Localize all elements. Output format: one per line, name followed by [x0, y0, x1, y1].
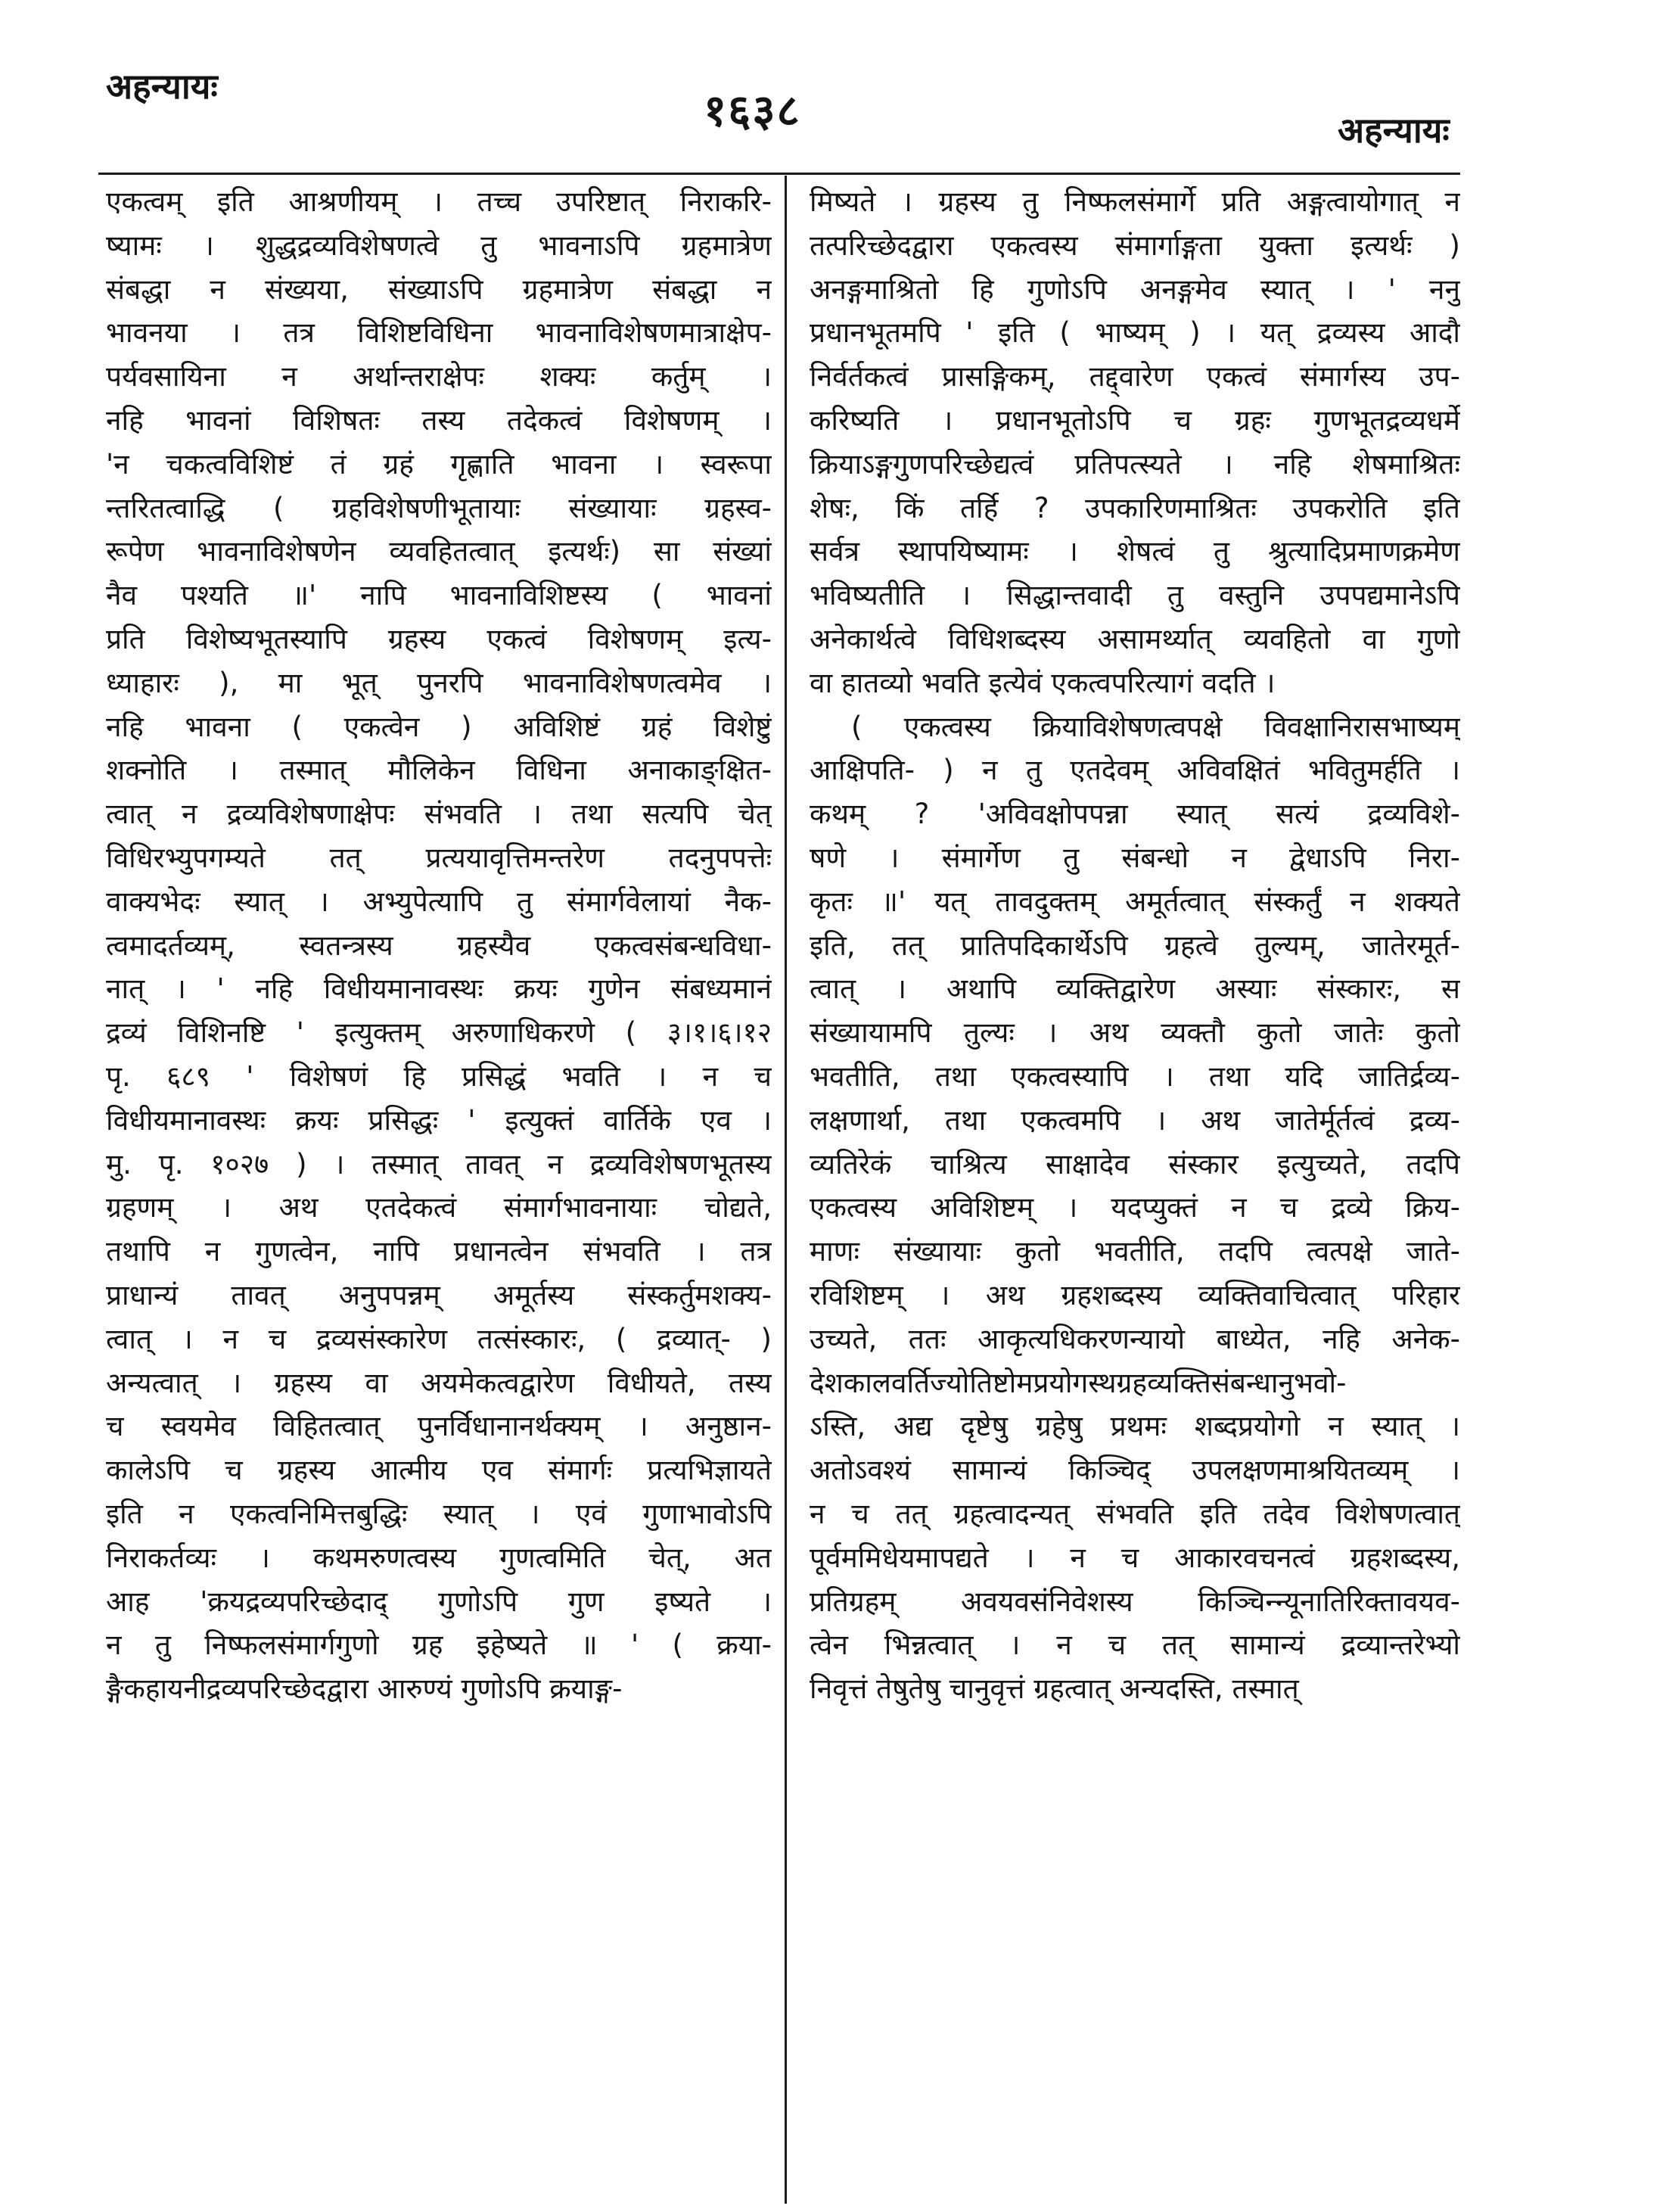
column-divider: [785, 176, 787, 2204]
text-line: 'न चकत्वविशिष्टं तं ग्रहं गृह्णाति भावना । स्वरूपा: [106, 447, 772, 481]
text-line: लक्षणार्था, तथा एकत्वमपि । अथ जातेर्मूर्तत्वं द्रव्य-: [810, 1103, 1460, 1137]
text-line: भावनया । तत्र विशिष्टविधिना भावनाविशेषणमात्राक्षेप-: [106, 316, 772, 350]
text-line: षणे । संमार्गेण तु संबन्धो न द्वेधाऽपि निरा-: [810, 841, 1460, 874]
right-column: [810, 180, 1460, 1711]
text-line: तत्परिच्छेदद्वारा एकत्वस्य संमार्गाङ्गता युक्ता इत्यर्थः ): [810, 229, 1460, 262]
text-line: व्यतिरेकं चाश्रित्य साक्षादेव संस्कार इत्युच्यते, तदपि: [810, 1147, 1460, 1181]
text-line: कालेऽपि च ग्रहस्य आत्मीय एव संमार्गः प्रत्यभिज्ञायते: [106, 1454, 772, 1487]
text-line: न तु निष्फलसंमार्गगुणो ग्रह इहेष्यते ॥ ' ( क्रया-: [106, 1629, 772, 1662]
page-number: १६३८: [704, 85, 801, 136]
running-title-right: अहन्यायः: [1338, 110, 1450, 151]
text-line: त्वात् न द्रव्यविशेषणाक्षेपः संभवति । तथा सत्यपि चेत्: [106, 798, 772, 831]
text-line: देशकालवर्तिज्योतिष्टोमप्रयोगस्थग्रहव्यक्तिसंबन्धानुभवो-: [810, 1366, 1347, 1399]
text-line: नैव पश्यति ॥' नापि भावनाविशिष्टस्य ( भावनां: [106, 579, 772, 612]
text-line: रूपेण भावनाविशेषणेन व्यवहितत्वात् इत्यर्थः) सा संख्यां: [106, 535, 772, 568]
text-line: इति न एकत्वनिमित्तबुद्धिः स्यात् । एवं गुणाभावोऽपि: [106, 1497, 772, 1530]
text-line: प्रतिग्रहम् अवयवसंनिवेशस्य किञ्चिन्न्यूनातिरिक्तावयव-: [810, 1585, 1460, 1618]
text-line: द्रव्यं विशिनष्टि ' इत्युक्तम् अरुणाधिकरणे ( ३।१।६।१२: [106, 1016, 772, 1050]
text-line: मिष्यते । ग्रहस्य तु निष्फलसंमार्गे प्रति अङ्गत्वायोगात् न: [810, 185, 1460, 218]
text-line: ग्रहणम् । अथ एतदेकत्वं संमार्गभावनायाः चोद्यते,: [106, 1191, 772, 1224]
running-title-left: अहन्यायः: [106, 66, 218, 107]
text-line: मु. पृ. १०२७ ) । तस्मात् तावत् न द्रव्यविशेषणभूतस्य: [106, 1147, 772, 1181]
text-line: माणः संख्यायाः कुतो भवतीति, तदपि त्वत्पक्षे जाते-: [810, 1235, 1460, 1268]
text-line: नहि भावनां विशिषतः तस्य तदेकत्वं विशेषणम् ।: [106, 403, 772, 437]
text-line: शेषः, किं तर्हि ? उपकारिणमाश्रितः उपकरोति इति: [810, 491, 1460, 524]
text-line: पर्यवसायिना न अर्थान्तराक्षेपः शक्यः कर्तुम् ।: [106, 360, 772, 394]
text-line: उच्यते, ततः आकृत्यधिकरणन्यायो बाध्येत, नहि अनेक-: [810, 1322, 1460, 1355]
text-line: नहि भावना ( एकत्वेन ) अविशिष्टं ग्रहं विशेष्टुं: [106, 710, 772, 743]
text-line: करिष्यति । प्रधानभूतोऽपि च ग्रहः गुणभूतद्रव्यधर्मे: [810, 403, 1460, 437]
text-line: संबद्धा न संख्यया, संख्याऽपि ग्रहमात्रेण संबद्धा न: [106, 272, 772, 306]
text-line: कथम् ? 'अविवक्षोपपन्ना स्यात् सत्यं द्रव्यविशे-: [810, 798, 1460, 831]
text-line: विधीयमानावस्थः क्रयः प्रसिद्धः ' इत्युक्तं वार्तिके एव ।: [106, 1103, 772, 1137]
text-line: रविशिष्टम् । अथ ग्रहशब्दस्य व्यक्तिवाचित्वात् परिहार: [810, 1278, 1460, 1311]
header-rule: [98, 173, 1460, 175]
text-line: प्रधानभूतमपि ' इति ( भाष्यम् ) । यत् द्रव्यस्य आदौ: [810, 316, 1460, 350]
text-line: क्रियाऽङ्गगुणपरिच्छेद्यत्वं प्रतिपत्स्यते । नहि शेषमाश्रितः: [810, 447, 1460, 481]
text-line: पृ. ६८९ ' विशेषणं हि प्रसिद्धं भवति । न च: [106, 1059, 772, 1093]
text-line: त्वात् । अथापि व्यक्तिद्वारेण अस्याः संस्कारः, स: [810, 972, 1460, 1006]
text-line: च स्वयमेव विहितत्वात् पुनर्विधानानर्थक्यम् । अनुष्ठान-: [106, 1410, 772, 1443]
text-line: एकत्वम् इति आश्रणीयम् । तच्च उपरिष्टात् निराकरि-: [106, 185, 772, 218]
text-line: संख्यायामपि तुल्यः । अथ व्यक्तौ कुतो जातेः कुतो: [810, 1016, 1460, 1050]
left-column: [106, 180, 772, 1711]
text-line: ष्यामः । शुद्धद्रव्यविशेषणत्वे तु भावनाऽपि ग्रहमात्रेण: [106, 229, 772, 262]
text-line: निवृत्तं तेषुतेषु चानुवृत्तं ग्रहत्वात् अन्यदस्ति, तस्मात्: [810, 1672, 1299, 1706]
text-line: प्राधान्यं तावत् अनुपपन्नम् अमूर्तस्य संस्कर्तुमशक्य-: [106, 1278, 772, 1311]
text-line: विधिरभ्युपगम्यते तत् प्रत्ययावृत्तिमन्तरेण तदनुपपत्तेः: [106, 841, 772, 874]
text-line: प्रति विशेष्यभूतस्यापि ग्रहस्य एकत्वं विशेषणम् इत्य-: [106, 622, 772, 655]
text-line: भविष्यतीति । सिद्धान्तवादी तु वस्तुनि उपपद्यमानेऽपि: [810, 579, 1460, 612]
text-line: वा हातव्यो भवति इत्येवं एकत्वपरित्यागं वदति ।: [810, 666, 1276, 699]
text-line: ध्याहारः ), मा भूत् पुनरपि भावनाविशेषणत्वमेव ।: [106, 666, 772, 699]
page-header: [0, 0, 1666, 151]
text-line: नात् । ' नहि विधीयमानावस्थः क्रयः गुणेन संबध्यमानं: [106, 972, 772, 1006]
text-line: शक्नोति । तस्मात् मौलिकेन विधिना अनाकाङ्क्षित-: [106, 754, 772, 787]
text-line: निर्वर्तकत्वं प्रासङ्गिकम्, तद्द्वारेण एकत्वं संमार्गस्य उप-: [810, 360, 1460, 394]
text-line: न च तत् ग्रहत्वादन्यत् संभवति इति तदेव विशेषणत्वात्: [810, 1497, 1460, 1530]
text-line: पूर्वममिधेयमापद्यते । न च आकारवचनत्वं ग्रहशब्दस्य,: [810, 1541, 1460, 1574]
text-line: इति, तत् प्रातिपदिकार्थेऽपि ग्रहत्वे तुल्यम्, जातेरमूर्त-: [810, 929, 1460, 962]
text-line: तथापि न गुणत्वेन, नापि प्रधानत्वेन संभवति । तत्र: [106, 1235, 772, 1268]
text-line: अनङ्गमाश्रितो हि गुणोऽपि अनङ्गमेव स्यात् । ' ननु: [810, 272, 1460, 306]
text-line: कृतः ॥' यत् तावदुक्तम् अमूर्तत्वात् संस्कर्तुं न शक्यते: [810, 885, 1460, 918]
text-line: आह 'क्रयद्रव्यपरिच्छेदाद् गुणोऽपि गुण इष्यते ।: [106, 1585, 772, 1618]
text-line: अनेकार्थत्वे विधिशब्दस्य असामर्थ्यात् व्यवहितो वा गुणो: [810, 622, 1460, 655]
text-line: ङ्गैकहायनीद्रव्यपरिच्छेदद्वारा आरुण्यं गुणोऽपि क्रयाङ्ग-: [106, 1672, 623, 1706]
text-line: सर्वत्र स्थापयिष्यामः । शेषत्वं तु श्रुत्यादिप्रमाणक्रमेण: [810, 535, 1460, 568]
text-line: निराकर्तव्यः । कथमरुणत्वस्य गुणत्वमिति चेत्, अत: [106, 1541, 772, 1574]
text-line: त्वात् । न च द्रव्यसंस्कारेण तत्संस्कारः, ( द्रव्यात्- ): [106, 1322, 772, 1355]
text-line: त्वेन भिन्नत्वात् । न च तत् सामान्यं द्रव्यान्तरेभ्यो: [810, 1629, 1460, 1662]
text-line: अतोऽवश्यं सामान्यं किञ्चिद् उपलक्षणमाश्रयितव्यम् ।: [810, 1454, 1460, 1487]
text-line: वाक्यभेदः स्यात् । अभ्युपेत्यापि तु संमार्गवेलायां नैक-: [106, 885, 772, 918]
text-line: त्वमादर्तव्यम्, स्वतन्त्रस्य ग्रहस्यैव एकत्वसंबन्धविधा-: [106, 929, 772, 962]
text-line: ( एकत्वस्य क्रियाविशेषणत्वपक्षे विवक्षानिरासभाष्यम्: [851, 710, 1460, 743]
text-line: ऽस्ति, अद्य दृष्टेषु ग्रहेषु प्रथमः शब्दप्रयोगो न स्यात् ।: [810, 1410, 1460, 1443]
text-line: आक्षिपति- ) न तु एतदेवम् अविवक्षितं भवितुमर्हति ।: [810, 754, 1460, 787]
text-line: न्तरितत्वाद्धि ( ग्रहविशेषणीभूतायाः संख्यायाः ग्रहस्व-: [106, 491, 772, 524]
text-line: एकत्वस्य अविशिष्टम् । यदप्युक्तं न च द्रव्ये क्रिय-: [810, 1191, 1460, 1224]
text-line: भवतीति, तथा एकत्वस्यापि । तथा यदि जातिर्द्रव्य-: [810, 1059, 1460, 1093]
text-line: अन्यत्वात् । ग्रहस्य वा अयमेकत्वद्वारेण विधीयते, तस्य: [106, 1366, 772, 1399]
